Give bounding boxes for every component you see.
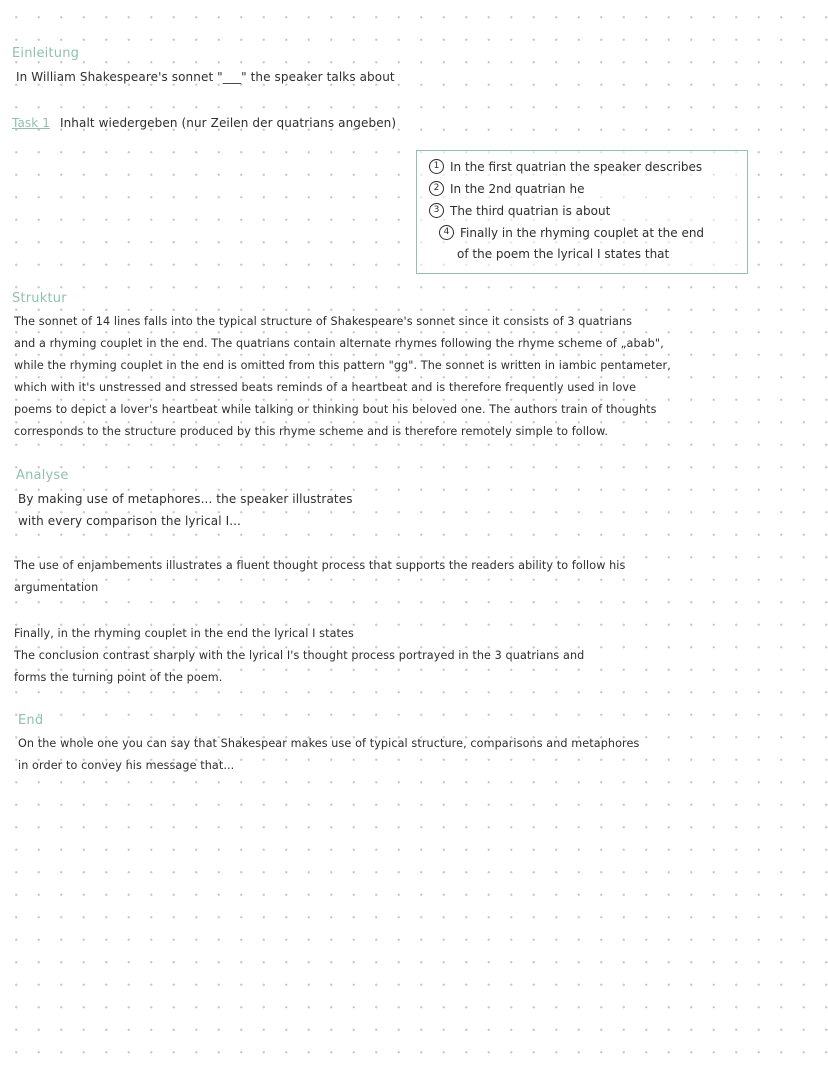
analysis-line: The conclusion contrast sharply with the lyrical I's thought process portrayed in the 3 quatrians and: [14, 649, 585, 662]
structure-line: which with it's unstressed and stressed beats reminds of a heartbeat and is therefore frequently used in love: [14, 381, 637, 394]
box-item-text: Finally in the rhyming couplet at the end: [460, 225, 705, 240]
task-row: [12, 112, 396, 134]
analysis-line: argumentation: [14, 581, 99, 594]
analysis-line: with every comparison the lyrical I...: [18, 514, 241, 528]
task-text: Inhalt wiedergeben (nur Zeilen der quatrians angeben): [59, 116, 397, 130]
box-item-1: [429, 159, 702, 174]
box-item-text: The third quatrian is about: [450, 203, 611, 218]
circled-number: 2: [429, 181, 444, 196]
intro-line: In William Shakespeare's sonnet "___" the speaker talks about: [16, 70, 395, 84]
box-item-4: [439, 225, 704, 240]
quatrian-summary-box: [416, 150, 748, 274]
box-item-2: [429, 181, 584, 196]
end-line: in order to convey his message that...: [18, 759, 235, 772]
circled-number: 4: [439, 225, 454, 240]
analysis-line: Finally, in the rhyming couplet in the end the lyrical I states: [14, 627, 354, 640]
structure-heading: Struktur: [12, 291, 67, 306]
box-item-3: [429, 203, 610, 218]
structure-line: while the rhyming couplet in the end is omitted from this pattern "gg". The sonnet is written in iambic pentameter,: [14, 359, 671, 372]
end-line: On the whole one you can say that Shakespear makes use of typical structure, comparisons and metaphores: [18, 737, 640, 750]
end-heading: End: [18, 713, 44, 728]
analysis-line: The use of enjambements illustrates a fluent thought process that supports the readers ability to follow his: [14, 559, 626, 572]
box-item-text: In the first quatrian the speaker describes: [450, 159, 703, 174]
circled-number: 3: [429, 203, 444, 218]
circled-number: 1: [429, 159, 444, 174]
task-label: Task 1: [12, 116, 50, 130]
intro-heading: Einleitung: [12, 46, 80, 61]
structure-line: and a rhyming couplet in the end. The quatrians contain alternate rhymes following the rhyme scheme of „abab",: [14, 337, 664, 350]
structure-line: poems to depict a lover's heartbeat while talking or thinking bout his beloved one. The authors train of thoughts: [14, 403, 657, 416]
structure-line: The sonnet of 14 lines falls into the typical structure of Shakespeare's sonnet since it consists of 3 quatrians: [14, 315, 633, 328]
structure-line: corresponds to the structure produced by this rhyme scheme and is therefore remotely simple to follow.: [14, 425, 608, 438]
box-item-text: In the 2nd quatrian he: [450, 181, 585, 196]
analysis-line: forms the turning point of the poem.: [14, 671, 223, 684]
box-item-4-continuation: of the poem the lyrical I states that: [457, 247, 670, 261]
analysis-line: By making use of metaphores... the speaker illustrates: [18, 492, 353, 506]
analysis-heading: Analyse: [16, 468, 69, 483]
